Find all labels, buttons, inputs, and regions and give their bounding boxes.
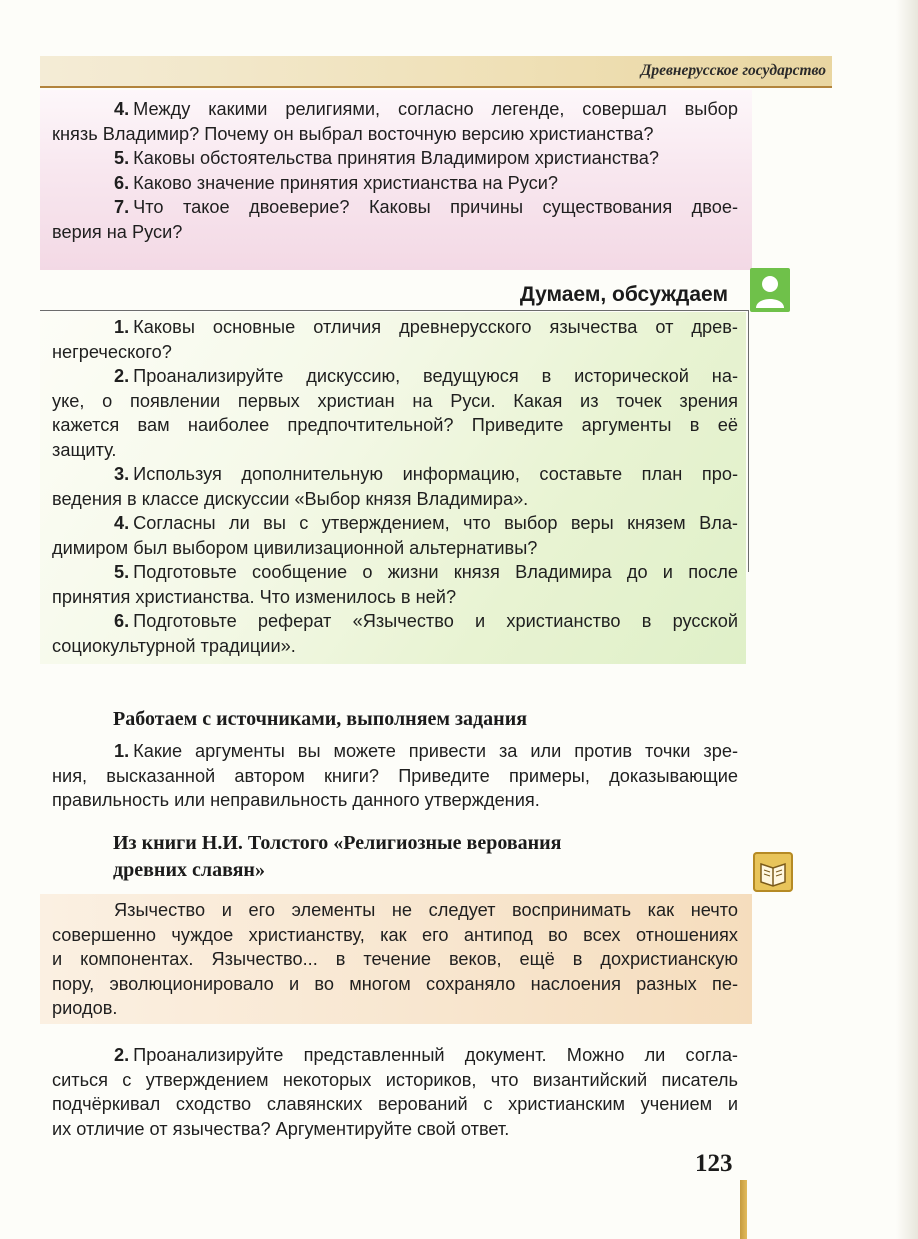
discussion-title: Думаем, обсуждаем [519, 283, 728, 306]
line-text: их отличие от язычества? Аргументируйте свой ответ. [52, 1118, 510, 1139]
text-line [52, 972, 738, 997]
text-line [52, 340, 738, 365]
numbered-paragraph [52, 146, 738, 171]
discussion-rule [40, 310, 748, 311]
discussion-items [52, 315, 738, 658]
item-number: 2. [114, 1045, 130, 1065]
line-text: ситься с утверждением некоторых историков, что византийский писатель [52, 1069, 738, 1090]
item-number: 4. [114, 99, 130, 119]
page-edge-shadow [896, 0, 918, 1239]
text-line [52, 1068, 738, 1093]
text-line [52, 1117, 738, 1142]
text-line [52, 487, 738, 512]
numbered-paragraph [52, 171, 738, 196]
line-text: Каково значение принятия христианства на Руси? [133, 172, 559, 193]
item-number: 5. [114, 562, 130, 582]
line-text: князь Владимир? Почему он выбрал восточную версию христианства? [52, 123, 654, 144]
text-line [52, 171, 738, 196]
line-text: Что такое двоеверие? Каковы причины существования двое- [133, 197, 738, 217]
text-line [52, 220, 738, 245]
item-number: 1. [114, 317, 130, 337]
book-icon [753, 852, 793, 892]
review-questions [52, 97, 738, 244]
line-text: Подготовьте реферат «Язычество и христианство в русской [133, 611, 738, 631]
line-text: Какие аргументы вы можете привести за или против точки зре- [133, 741, 738, 761]
item-number: 6. [114, 172, 130, 193]
text-line [52, 438, 738, 463]
line-text: верия на Руси? [52, 221, 183, 242]
numbered-paragraph [52, 1043, 738, 1141]
item-number: 4. [114, 513, 130, 533]
text-line [52, 97, 738, 122]
numbered-paragraph [52, 560, 738, 609]
text-line [52, 560, 738, 585]
running-header-title: Древнерусское государство [640, 62, 826, 79]
numbered-paragraph [52, 315, 738, 364]
text-line [52, 122, 738, 147]
book-title-line-1: Из книги Н.И. Толстого «Религиозные верования [113, 832, 562, 854]
text-line [52, 462, 738, 487]
line-text: Подготовьте сообщение о жизни князя Владимира до и после [133, 562, 738, 582]
line-text: ведения в классе дискуссии «Выбор князя Владимира». [52, 488, 529, 509]
text-line [52, 1043, 738, 1068]
line-text: уке, о появлении первых христиан на Руси. Какая из точек зрения [52, 390, 738, 411]
line-text: правильность или неправильность данного утверждения. [52, 790, 540, 810]
item-number: 5. [114, 148, 130, 168]
line-text: и компонентах. Язычество... в течение веков, ещё в дохристианскую [52, 949, 738, 969]
text-line [52, 413, 738, 438]
line-text: Используя дополнительную информацию, составьте план про- [133, 464, 738, 484]
line-text: риодов. [52, 998, 118, 1018]
line-text: защиту. [52, 439, 117, 460]
text-line [52, 739, 738, 764]
sources-task-2 [52, 1043, 738, 1141]
text-line [52, 1092, 738, 1117]
text-line [52, 195, 738, 220]
line-text: Проанализируйте дискуссию, ведущуюся в исторической на- [133, 366, 738, 386]
numbered-paragraph [52, 97, 738, 146]
text-line [52, 788, 738, 813]
text-line [52, 585, 738, 610]
numbered-paragraph [52, 462, 738, 511]
text-line [52, 146, 738, 171]
numbered-paragraph [52, 511, 738, 560]
quote-text [52, 898, 738, 1021]
sources-heading: Работаем с источниками, выполняем задания [113, 708, 528, 730]
line-text: пору, эволюционировало и во многом сохраняло наслоения разных пе- [52, 973, 738, 994]
line-text: Каковы основные отличия древнерусского язычества от древ- [133, 317, 738, 337]
numbered-paragraph [52, 739, 738, 813]
line-text: Между какими религиями, согласно легенде, совершал выбор [133, 99, 738, 119]
numbered-paragraph [52, 195, 738, 244]
item-number: 7. [114, 197, 130, 217]
line-text: димиром был выбором цивилизационной альтернативы? [52, 537, 538, 558]
text-line [52, 898, 738, 923]
line-text: негреческого? [52, 341, 172, 362]
numbered-paragraph [52, 364, 738, 462]
line-text: Каковы обстоятельства принятия Владимиром христианства? [133, 148, 659, 168]
text-line [52, 389, 738, 414]
text-line [52, 315, 738, 340]
text-line [52, 634, 738, 659]
page-number: 123 [695, 1150, 733, 1177]
line-text: подчёркивал сходство славянских верований с христианским учением и [52, 1094, 738, 1114]
line-text: Язычество и его элементы не следует воспринимать как нечто [114, 900, 738, 920]
margin-stripe [740, 1180, 747, 1239]
text-line [52, 923, 738, 948]
running-header [40, 56, 832, 88]
item-number: 3. [114, 464, 130, 484]
item-number: 1. [114, 741, 130, 761]
line-text: Согласны ли вы с утверждением, что выбор веры князем Вла- [133, 513, 738, 533]
text-line [52, 609, 738, 634]
sources-task-1 [52, 739, 738, 813]
discussion-side-rule [748, 310, 749, 572]
item-number: 6. [114, 611, 130, 631]
text-line [52, 947, 738, 972]
numbered-paragraph [52, 609, 738, 658]
text-line [52, 511, 738, 536]
line-text: ния, высказанной автором книги? Приведите примеры, доказывающие [52, 765, 738, 786]
text-line [52, 764, 738, 789]
line-text: социокультурной традиции». [52, 635, 296, 656]
quote-paragraph [52, 898, 738, 1021]
person-icon [750, 268, 790, 312]
text-line [52, 536, 738, 561]
book-title-line-2: древних славян» [113, 859, 265, 881]
line-text: Проанализируйте представленный документ. Можно ли согла- [133, 1045, 738, 1065]
line-text: совершенно чуждое христианству, как его антипод во всех отношениях [52, 924, 738, 945]
line-text: кажется вам наиболее предпочтительной? Приведите аргументы в её [52, 415, 738, 435]
text-line [52, 996, 738, 1021]
text-line [52, 364, 738, 389]
item-number: 2. [114, 366, 130, 386]
line-text: принятия христианства. Что изменилось в ней? [52, 586, 457, 607]
